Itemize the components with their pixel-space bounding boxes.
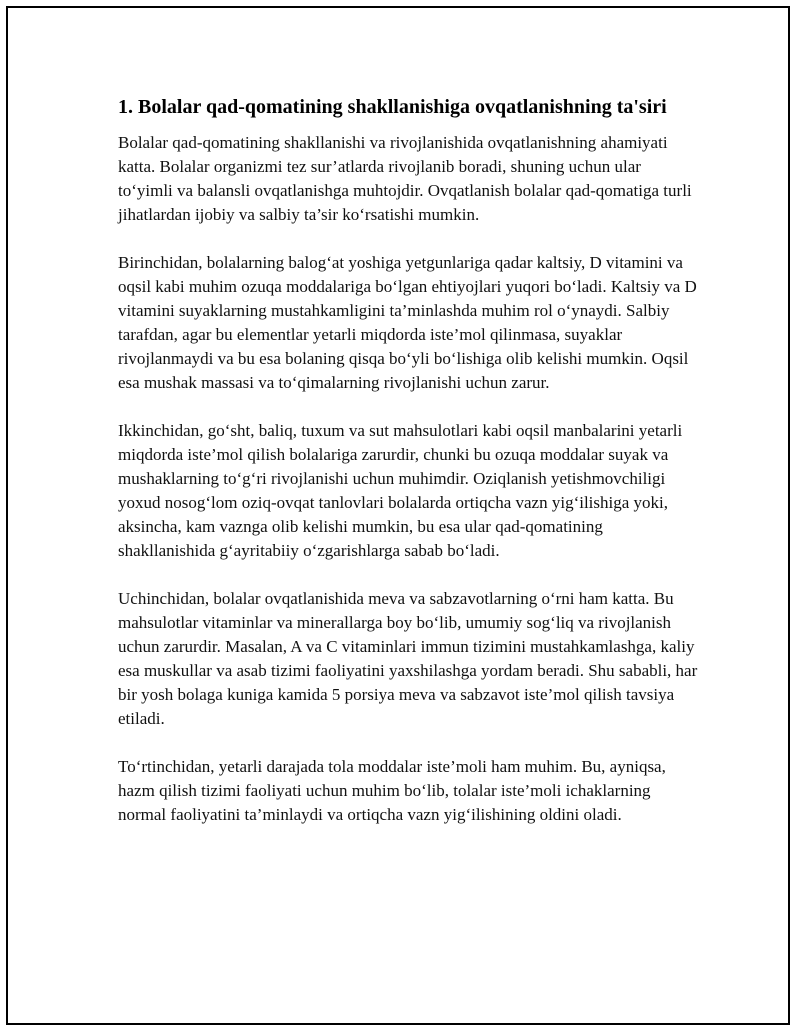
paragraph-second: Ikkinchidan, go‘sht, baliq, tuxum va sut mahsulotlari kabi oqsil manbalarini yetarli miqdorda iste’mol qilish bolalariga zarurdir, chunki bu ozuqa moddalar suyak va mushaklarning to‘g‘ri rivojlanishi uchun muhimdir. Oziqlanish yetishmovchiligi yoxud nosog‘lom oziq-ovqat tanlovlari bolalarda ortiqcha vazn yig‘ilishiga yoki, aksincha, kam vaznga olib kelishi mumkin, bu esa ular qad-qomatining shakllanishida g‘ayritabiiy o‘zgarishlarga sabab bo‘ladi. [118,421,683,560]
paragraph-third: Uchinchidan, bolalar ovqatlanishida meva va sabzavotlarning o‘rni ham katta. Bu mahsulotlar vitaminlar va minerallarga boy bo‘lib, umumiy sog‘liq va rivojlanish uchun zarurdir. Masalan, A va C vitaminlari immun tizimini mustahkamlashga, kaliy esa muskullar va asab tizimi faoliyatini yaxshilashga yordam beradi. Shu sababli, har bir yosh bolaga kuniga kamida 5 porsiya meva va sabzavot iste’mol qilish tavsiya etiladi. [118,589,698,728]
paragraph-first: Birinchidan, bolalarning balog‘at yoshiga yetgunlariga qadar kaltsiy, D vitamini va oqsil kabi muhim ozuqa moddalariga bo‘lgan ehtiyojlari yuqori bo‘ladi. Kaltsiy va D vitamini suyaklarning mustahkamligini ta’minlashda muhim rol o‘ynaydi. Salbiy tarafdan, agar bu elementlar yetarli miqdorda iste’mol qilinmasa, suyaklar rivojlanmaydi va bu esa bolaning qisqa bo‘yli bo‘lishiga olib kelishi mumkin. Oqsil esa mushak massasi va to‘qimalarning rivojlanishi uchun zarur. [118,253,697,392]
section-title: 1. Bolalar qad-qomatining shakllanishiga ovqatlanishning ta'siri [118,96,667,118]
paragraph-fourth: To‘rtinchidan, yetarli darajada tola moddalar iste’moli ham muhim. Bu, ayniqsa, hazm qilish tizimi faoliyati uchun muhim bo‘lib, tolalar iste’moli ichaklarning normal faoliyatini ta’minlaydi va ortiqcha vazn yig‘ilishining oldini oladi. [118,757,666,824]
paragraph-intro: Bolalar qad-qomatining shakllanishi va rivojlanishida ovqatlanishning ahamiyati katta. Bolalar organizmi tez sur’atlarda rivojlanib boradi, shuning uchun ular to‘yimli va balansli ovqatlanishga muhtojdir. Ovqatlanish bolalar qad-qomatiga turli jihatlardan ijobiy va salbiy ta’sir ko‘rsatishi mumkin. [118,133,692,224]
document-body [118,94,698,851]
